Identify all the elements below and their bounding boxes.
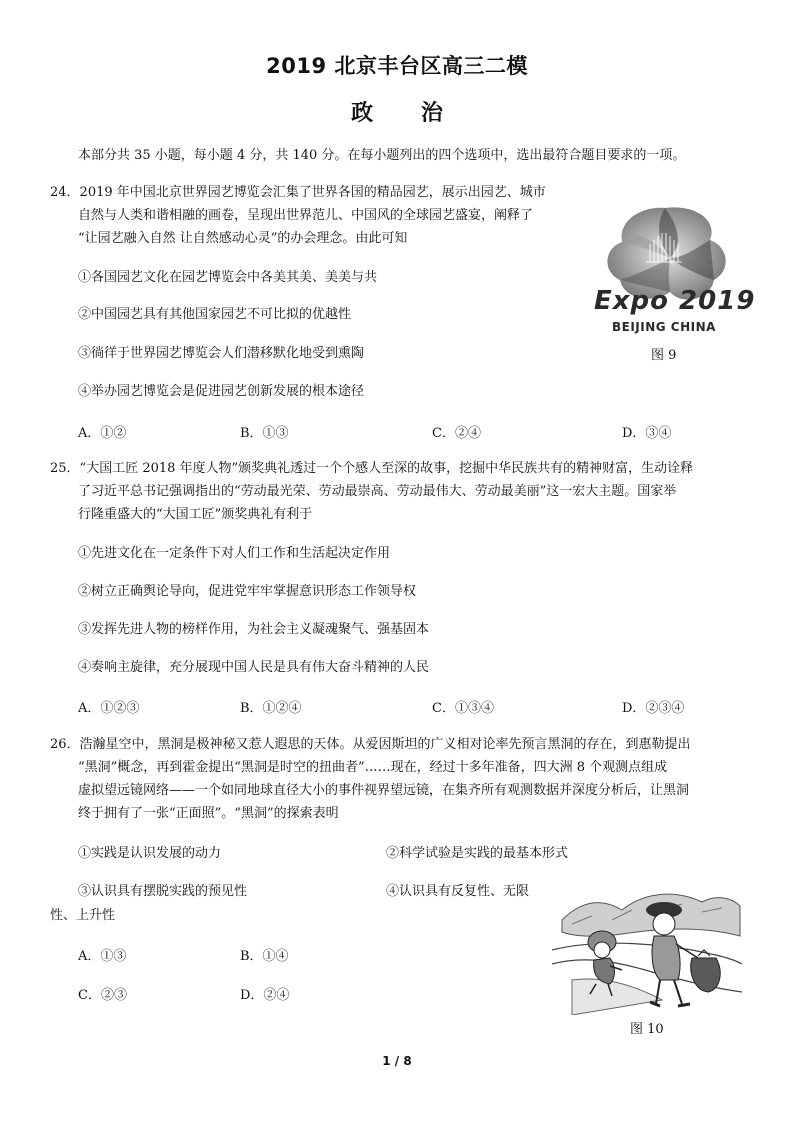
q26-statement-2: ②科学试验是实践的最基本形式 <box>386 846 569 861</box>
q26-option-d[interactable]: D．②④ <box>240 988 290 1003</box>
expo-logo-figure <box>590 200 756 345</box>
figure-10-caption: 图 10 <box>630 1022 664 1037</box>
q25-statement-2: ②树立正确舆论导向，促进党牢牢掌握意识形态工作领导权 <box>78 584 417 599</box>
q26-statement-1: ①实践是认识发展的动力 <box>78 846 222 861</box>
q24-statement-1: ①各国园艺文化在园艺博览会中各美其美、美美与共 <box>78 270 378 285</box>
q25-option-c[interactable]: C．①③④ <box>432 701 494 716</box>
page-number: 1 / 8 <box>382 1054 412 1068</box>
q25-line-2: 了习近平总书记强调指出的“劳动最光荣、劳动最崇高、劳动最伟大、劳动最美丽”这一宏大主题。国家举 <box>78 484 677 499</box>
q26-statement-3: ③认识具有摆脱实践的预见性 <box>78 884 248 899</box>
subject-title: 政 治 <box>351 101 443 126</box>
q24-option-a[interactable]: A．①② <box>78 426 127 441</box>
q24-option-d[interactable]: D．③④ <box>622 426 672 441</box>
q25-option-b[interactable]: B．①②④ <box>240 701 302 716</box>
q26-statement-4-wrap: 性、上升性 <box>50 908 116 923</box>
expo-logo-text: Expo 2019 <box>594 286 756 316</box>
figure-9-caption: 图 9 <box>651 348 677 363</box>
q24-statement-4: ④举办园艺博览会是促进园艺创新发展的根本途径 <box>78 384 365 399</box>
q26-line-2: “黑洞”概念，再到霍金提出“黑洞是时空的扭曲者”……现在，经过十多年准备，四大洲 8 个观测点组成 <box>78 760 668 775</box>
q25-line-1: 25．“大国工匠 2018 年度人物”颁奖典礼透过一个个感人至深的故事，挖掘中华民族共有的精神财富，生动诠释 <box>50 461 694 476</box>
q25-statement-3: ③发挥先进人物的榜样作用，为社会主义凝魂聚气、强基固本 <box>78 622 430 637</box>
q25-option-d[interactable]: D．②③④ <box>622 701 685 716</box>
q24-line-2: 自然与人类和谐相融的画卷，呈现出世界范儿、中国风的全球园艺盛宴，阐释了 <box>78 208 534 223</box>
q26-line-4: 终于拥有了一张“正面照”。“黑洞”的探索表明 <box>78 806 339 821</box>
q24-option-b[interactable]: B．①③ <box>240 426 289 441</box>
cartoon-illustration-icon <box>552 880 742 1015</box>
q25-statement-4: ④奏响主旋律，充分展现中国人民是具有伟大奋斗精神的人民 <box>78 660 430 675</box>
q26-line-3: 虚拟望远镜网络——一个如同地球直径大小的事件视界望远镜，在集齐所有观测数据并深度分析后，让黑洞 <box>78 783 690 798</box>
q24-statement-3: ③徜徉于世界园艺博览会人们潜移默化地受到熏陶 <box>78 346 365 361</box>
q26-option-b[interactable]: B．①④ <box>240 949 289 964</box>
q26-statement-4: ④认识具有反复性、无限 <box>386 884 530 899</box>
expo-logo-subtext: BEIJING CHINA <box>612 320 716 334</box>
q26-line-1: 26．浩瀚星空中，黑洞是极神秘又惹人遐思的天体。从爱因斯坦的广义相对论率先预言黑洞的存在，到惠勒提出 <box>50 737 691 752</box>
q26-option-a[interactable]: A．①③ <box>78 949 127 964</box>
q24-line-3: “让园艺融入自然 让自然感动心灵”的办会理念。由此可知 <box>78 231 408 246</box>
q24-option-c[interactable]: C．②④ <box>432 426 481 441</box>
q24-statement-2: ②中国园艺具有其他国家园艺不可比拟的优越性 <box>78 307 352 322</box>
q26-option-c[interactable]: C．②③ <box>78 988 127 1003</box>
instructions: 本部分共 35 小题，每小题 4 分，共 140 分。在每小题列出的四个选项中，选出最符合题目要求的一项。 <box>78 148 686 163</box>
page-title: 2019 北京丰台区高三二模 <box>266 54 528 78</box>
cartoon-figure <box>552 880 742 1015</box>
q25-option-a[interactable]: A．①②③ <box>78 701 140 716</box>
q24-line-1: 24．2019 年中国北京世界园艺博览会汇集了世界各国的精品园艺，展示出园艺、城市 <box>50 185 546 200</box>
q25-statement-1: ①先进文化在一定条件下对人们工作和生活起决定作用 <box>78 546 391 561</box>
q25-line-3: 行隆重盛大的“大国工匠”颁奖典礼有利于 <box>78 507 313 522</box>
